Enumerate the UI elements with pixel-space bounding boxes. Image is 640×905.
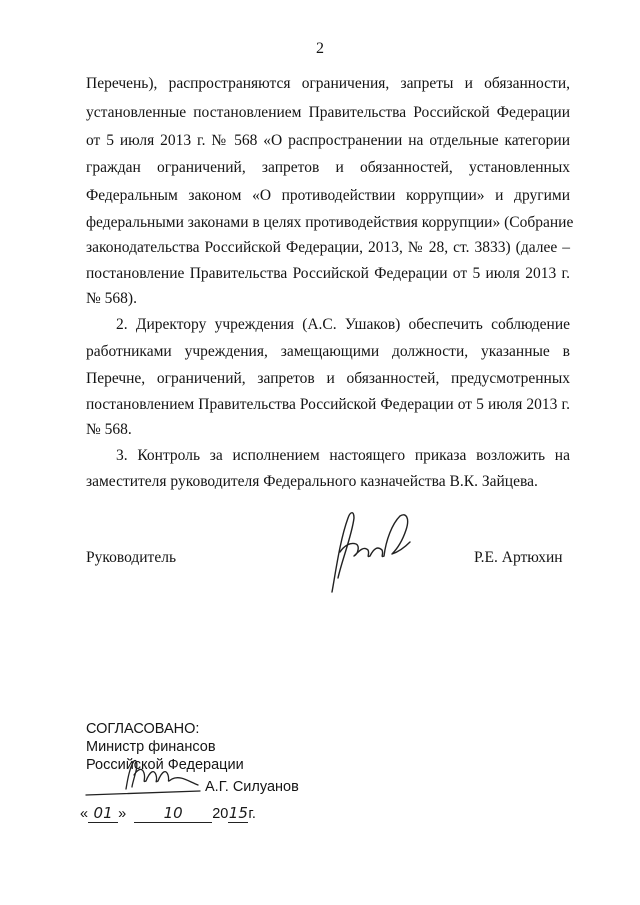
page-number: 2	[316, 40, 324, 57]
body-line: заместителя руководителя Федерального казначейства В.К. Зайцева.	[86, 473, 538, 490]
approval-heading: СОГЛАСОВАНО:	[86, 721, 200, 737]
body-line: постановление Правительства Российской Федерации от 5 июля 2013 г.	[86, 265, 570, 282]
signer-title: Руководитель	[86, 549, 177, 566]
body-line: Перечне, ограничений, запретов и обязанностей, предусмотренных	[86, 370, 570, 387]
body-line: постановлением Правительства Российской Федерации от 5 июля 2013 г.	[86, 396, 570, 413]
body-line: № 568.	[86, 421, 132, 438]
body-line: № 568).	[86, 290, 137, 307]
date-month	[134, 804, 212, 823]
approval-date	[80, 804, 256, 823]
body-line: граждан ограничений, запретов и обязанностей, установленных	[86, 159, 570, 176]
body-line: работниками учреждения, замещающими должности, указанные в	[86, 343, 570, 360]
date-year-value: 15	[228, 804, 248, 822]
body-line: Федеральным законом «О противодействии коррупции» и другими	[86, 187, 570, 204]
body-line: от 5 июля 2013 г. № 568 «О распространении на отдельные категории	[86, 132, 570, 149]
date-suffix: г.	[248, 806, 256, 822]
handwritten-signature	[310, 500, 420, 600]
approval-position: Российской Федерации	[86, 757, 244, 773]
date-close-quote: »	[118, 806, 127, 822]
date-open-quote: «	[80, 806, 89, 822]
body-line: установленные постановлением Правительства Российской Федерации	[86, 104, 570, 121]
body-line: федеральными законами в целях противодействия коррупции» (Собрание	[86, 214, 574, 231]
approval-position: Министр финансов	[86, 739, 216, 755]
body-line: 2. Директору учреждения (А.С. Ушаков) обеспечить соблюдение	[116, 316, 570, 333]
body-line: законодательства Российской Федерации, 2013, № 28, ст. 3833) (далее –	[86, 239, 570, 256]
date-year-prefix: 20	[212, 806, 229, 822]
date-year	[228, 804, 248, 823]
body-line: 3. Контроль за исполнением настоящего приказа возложить на	[116, 447, 570, 464]
date-month-value: 10	[163, 804, 183, 822]
approval-name: А.Г. Силуанов	[205, 779, 299, 795]
date-day-value: 01	[93, 804, 113, 822]
body-line: Перечень), распространяются ограничения, запреты и обязанности,	[86, 75, 570, 92]
signer-name: Р.Е. Артюхин	[474, 549, 563, 566]
date-day	[88, 804, 118, 823]
